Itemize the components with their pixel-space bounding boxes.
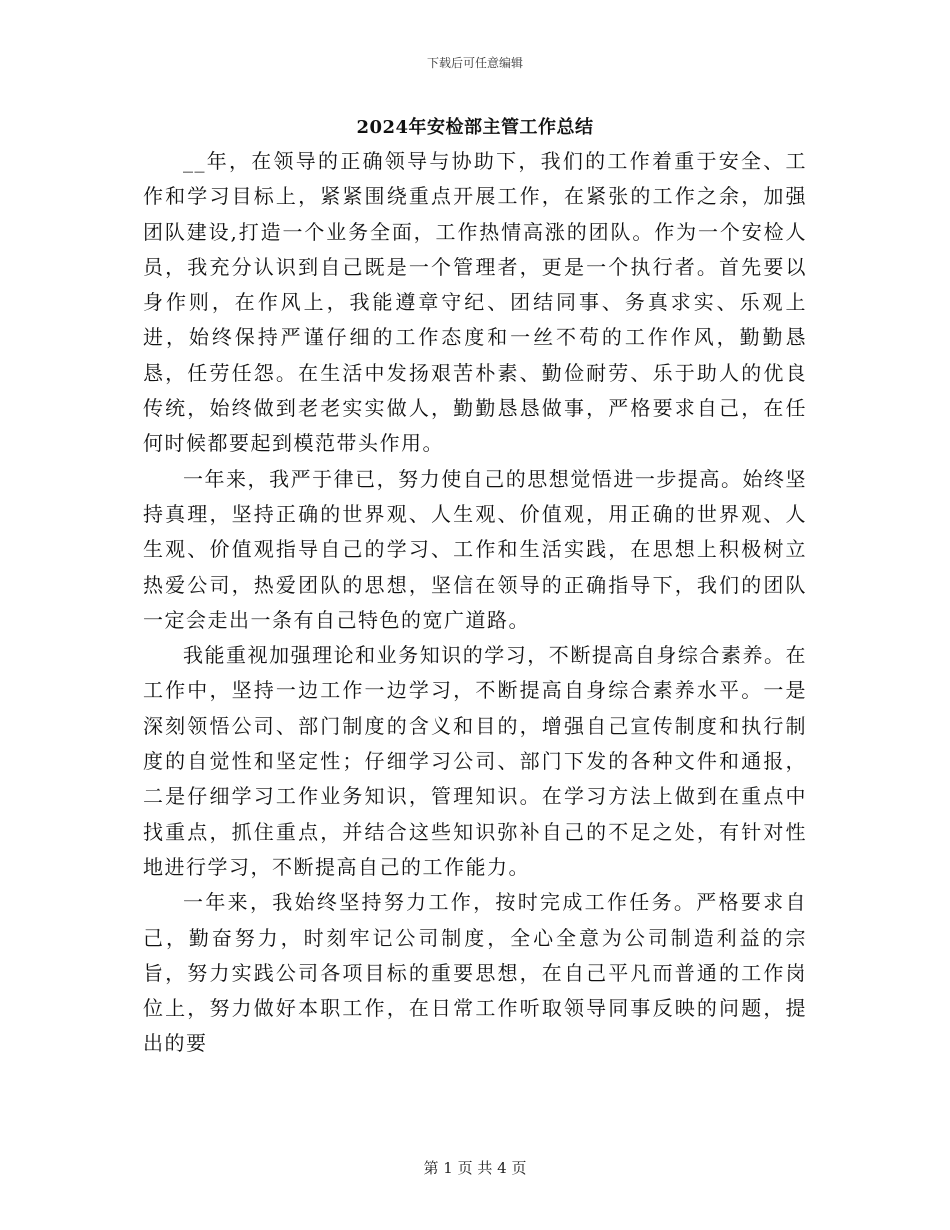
page-number-footer: 第 1 页 共 4 页 <box>423 1159 527 1177</box>
paragraph-3: 我能重视加强理论和业务知识的学习，不断提高自身综合素养。在工作中，坚持一边工作一边学习，不断提高自身综合素养水平。一是深刻领悟公司、部门制度的含义和目的，增强自己宣传制度和执行制度的自觉性和坚定性；仔细学习公司、部门下发的各种文件和通报，二是仔细学习工作业务知识，管理知识。在学习方法上做到在重点中找重点，抓住重点，并结合这些知识弥补自己的不足之处，有针对性地进行学习，不断提高自己的工作能力。 <box>143 643 807 879</box>
paragraph-4: 一年来，我始终坚持努力工作，按时完成工作任务。严格要求自己，勤奋努力，时刻牢记公司制度，全心全意为公司制造利益的宗旨，努力实践公司各项目标的重要思想，在自己平凡而普通的工作岗位上，努力做好本职工作，在日常工作听取领导同事反映的问题，提出的要 <box>143 890 807 1056</box>
paragraph-1: __年，在领导的正确领导与协助下，我们的工作着重于安全、工作和学习目标上，紧紧围绕重点开展工作，在紧张的工作之余，加强团队建设,打造一个业务全面，工作热情高涨的团队。作为一个安检人员，我充分认识到自己既是一个管理者，更是一个执行者。首先要以身作则，在作风上，我能遵章守纪、团结同事、务真求实、乐观上进，始终保持严谨仔细的工作态度和一丝不苟的工作作风，勤勤恳恳，任劳任怨。在生活中发扬艰苦朴素、勤俭耐劳、乐于助人的优良传统，始终做到老老实实做人，勤勤恳恳做事，严格要求自己，在任何时候都要起到模范带头作用。 <box>143 149 807 456</box>
document-body <box>143 144 807 1062</box>
paragraph-2: 一年来，我严于律已，努力使自己的思想觉悟进一步提高。始终坚持真理，坚持正确的世界观、人生观、价值观，用正确的世界观、人生观、价值观指导自己的学习、工作和生活实践，在思想上积极树立热爱公司，热爱团队的思想，坚信在领导的正确指导下，我们的团队一定会走出一条有自己特色的宽广道路。 <box>143 466 807 632</box>
header-note: 下载后可任意编辑 <box>426 56 523 70</box>
document-title: 2024年安检部主管工作总结 <box>356 117 594 138</box>
